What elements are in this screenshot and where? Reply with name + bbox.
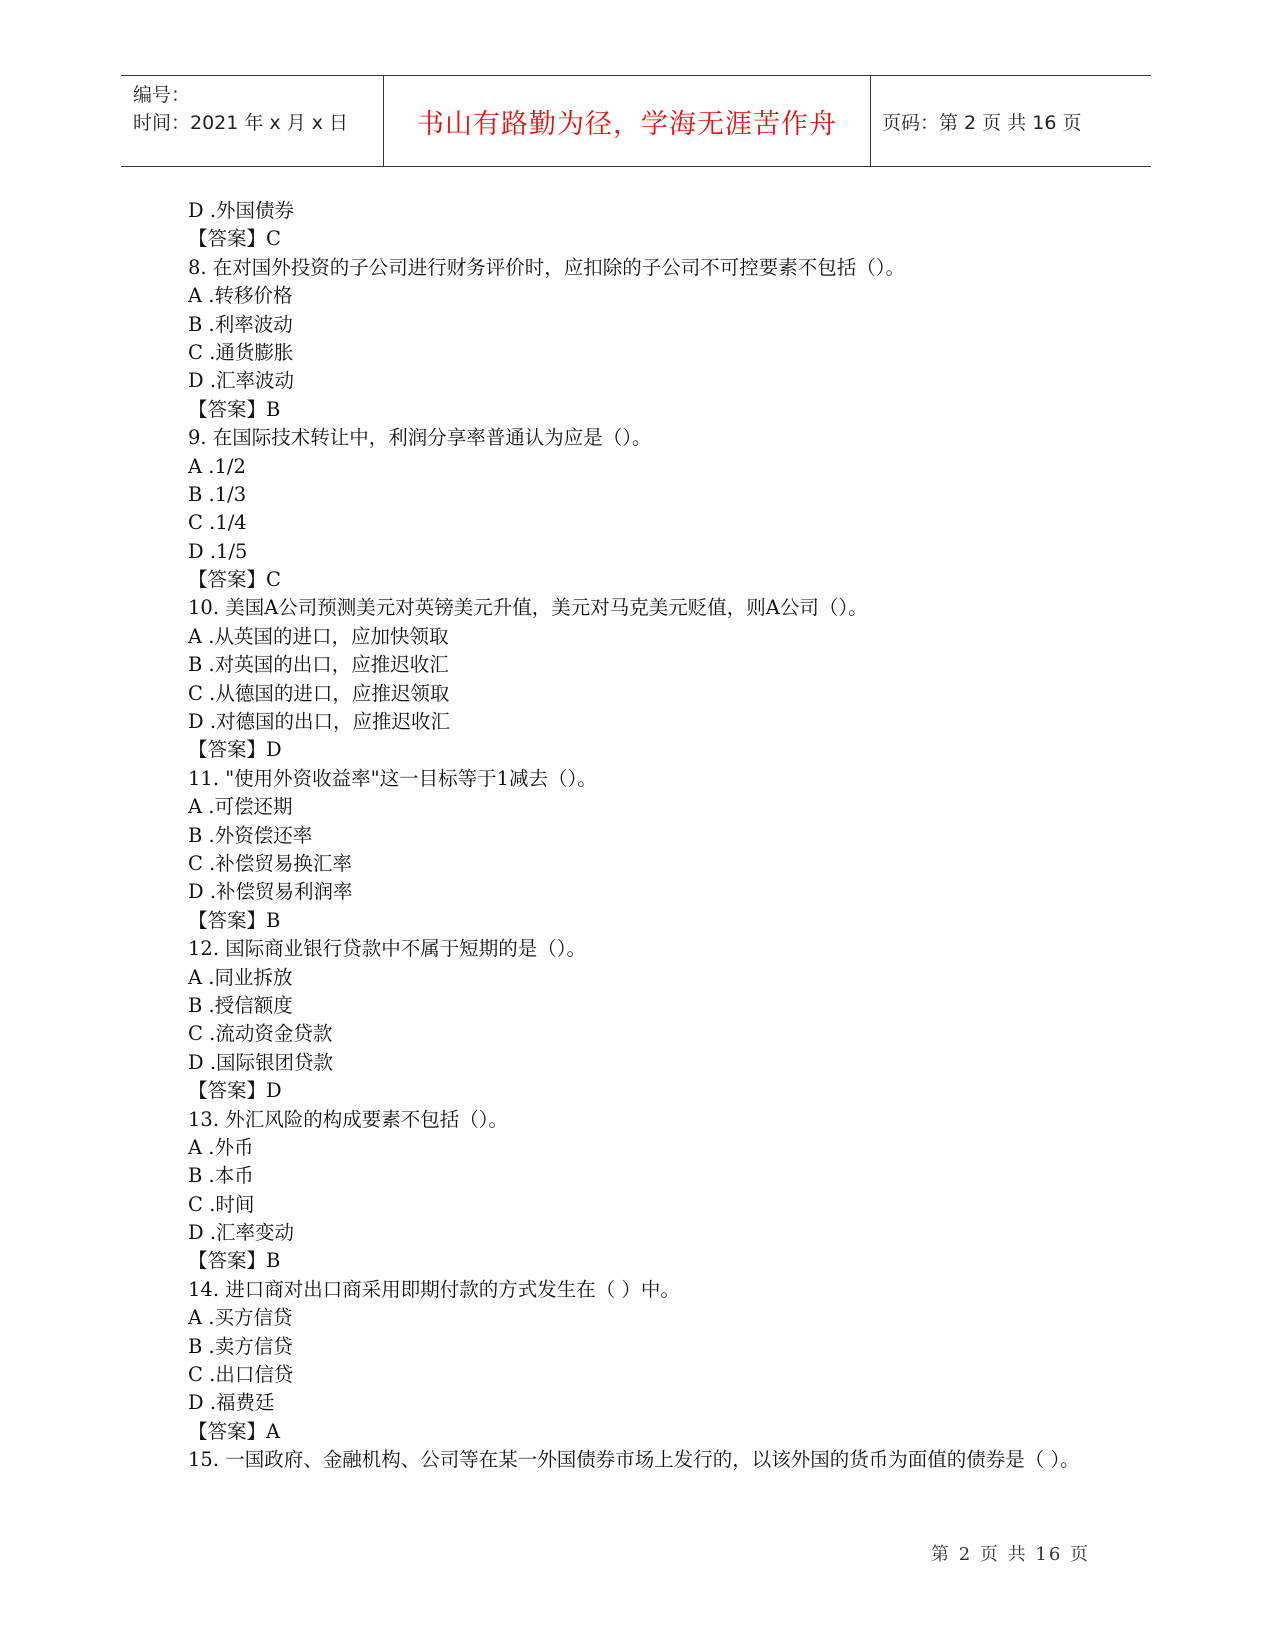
document-line: 【答案】D xyxy=(188,1079,282,1103)
document-line: 8. 在对国外投资的子公司进行财务评价时，应扣除的子公司不可控要素不包括（）。 xyxy=(188,255,906,279)
document-line: A .外币 xyxy=(188,1135,254,1159)
document-line: 11. "使用外资收益率"这一目标等于1减去（）。 xyxy=(188,766,597,790)
page-footer: 第 2 页 共 16 页 xyxy=(931,1544,1090,1565)
document-line: 10. 美国A公司预测美元对英镑美元升值，美元对马克美元贬值，则A公司（）。 xyxy=(188,596,868,620)
document-line: C .通货膨胀 xyxy=(188,340,294,364)
document-number-label: 编号： xyxy=(133,84,191,106)
document-line: D .汇率变动 xyxy=(188,1221,295,1245)
document-line: D .1/5 xyxy=(188,539,248,563)
document-line: B .1/3 xyxy=(188,482,247,506)
document-line: B .利率波动 xyxy=(188,312,293,336)
document-line: 【答案】D xyxy=(188,738,282,762)
document-line: A .买方信贷 xyxy=(188,1306,293,1330)
document-line: C .出口信贷 xyxy=(188,1363,294,1387)
document-line: C .补偿贸易换汇率 xyxy=(188,851,352,875)
document-line: A .可偿还期 xyxy=(188,795,293,819)
header-motto-cell xyxy=(383,76,871,166)
header-meta-cell xyxy=(121,76,383,166)
question-list xyxy=(188,197,1088,1475)
document-line: 【答案】A xyxy=(188,1419,281,1443)
document-line: 9. 在国际技术转让中，利润分享率普通认为应是（）。 xyxy=(188,426,652,450)
document-line: D .外国债券 xyxy=(188,199,295,222)
document-line: D .汇率波动 xyxy=(188,369,295,393)
document-line: A .同业拆放 xyxy=(188,965,293,989)
document-line: B .对英国的出口，应推迟收汇 xyxy=(188,653,449,677)
document-line: A .1/2 xyxy=(188,454,246,478)
header-motto: 书山有路勤为径，学海无涯苦作舟 xyxy=(417,108,837,140)
document-line: B .外资偿还率 xyxy=(188,823,313,847)
document-line: C .流动资金贷款 xyxy=(188,1022,333,1046)
document-line: D .对德国的出口，应推迟收汇 xyxy=(188,710,451,734)
document-line: B .授信额度 xyxy=(188,993,293,1017)
document-header xyxy=(121,75,1151,167)
document-line: C .时间 xyxy=(188,1192,255,1216)
document-line: D .福费廷 xyxy=(188,1391,275,1415)
document-line: B .卖方信贷 xyxy=(188,1334,293,1358)
header-page-cell xyxy=(870,76,1151,166)
document-line: D .补偿贸易利润率 xyxy=(188,880,353,904)
document-line: 13. 外汇风险的构成要素不包括（）。 xyxy=(188,1107,508,1131)
document-line: B .本币 xyxy=(188,1164,254,1188)
document-line: 14. 进口商对出口商采用即期付款的方式发生在（ ）中。 xyxy=(188,1277,680,1301)
document-line: 【答案】B xyxy=(188,1249,281,1273)
document-line: 【答案】C xyxy=(188,227,281,251)
document-line: A .转移价格 xyxy=(188,284,293,308)
document-line: 【答案】B xyxy=(188,908,281,932)
document-time-label: 时间：2021 年 x 月 x 日 xyxy=(133,112,349,134)
question-15: 15. 一国政府、金融机构、公司等在某一外国债券市场上发行的，以该外国的货币为面值的债券是（ ）。 xyxy=(188,1448,1080,1472)
document-line: C .从德国的进口，应推迟领取 xyxy=(188,681,450,705)
document-line: D .国际银团贷款 xyxy=(188,1050,334,1074)
document-line: A .从英国的进口，应加快领取 xyxy=(188,624,449,648)
document-line: 【答案】C xyxy=(188,568,281,592)
document-line: 12. 国际商业银行贷款中不属于短期的是（）。 xyxy=(188,937,586,961)
document-line: 【答案】B xyxy=(188,397,281,421)
document-line: C .1/4 xyxy=(188,511,247,535)
header-page-info: 页码：第 2 页 共 16 页 xyxy=(882,111,1082,134)
